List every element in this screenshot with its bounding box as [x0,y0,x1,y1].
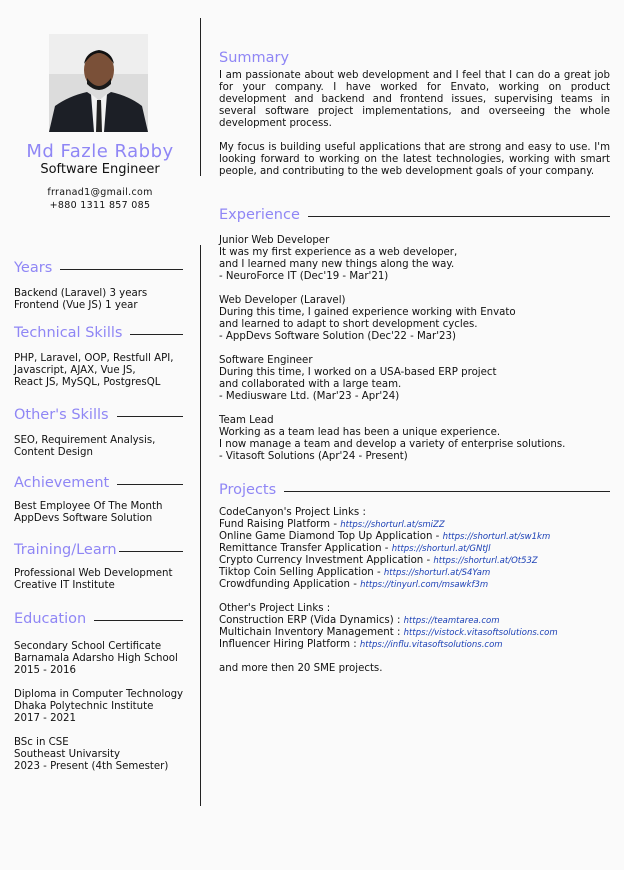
experience-line: It was my first experience as a web developer, [219,247,458,258]
experience-item [219,355,610,403]
separator: - [350,579,361,590]
experience-item [219,295,610,343]
project-item [219,639,610,651]
technical-skills-list: PHP, Laravel, OOP, Restfull API, Javascript, AJAX, Vue JS, React JS, MySQL, PostgresQL [14,353,174,388]
email: frranad1@gmail.com [47,187,153,198]
education-item: Secondary School Certificate Barnamala Adarsho High School 2015 - 2016 [14,641,178,676]
project-link[interactable]: https://shorturl.at/smiZZ [340,520,445,530]
project-link[interactable]: https://tinyurl.com/msawkf3m [360,580,489,590]
achievement-heading: Achievement [14,475,183,491]
project-name: Construction ERP (Vida Dynamics) [219,615,394,626]
summary-paragraph: My focus is building useful applications that are strong and easy to use. I'm looking forward to working on the latest technologies, working with smart people, and contributing to the web development goals of your company. [219,142,610,177]
technical-skills-heading: Technical Skills [14,325,183,341]
education-item: BSc in CSE Southeast Univarsity 2023 - Present (4th Semester) [14,737,169,772]
contact-info [0,186,200,212]
job-title: Junior Web Developer [219,235,330,246]
project-link[interactable]: https://vistock.vitasoftsolutions.com [403,628,558,638]
separator: - [423,555,434,566]
project-name: Online Game Diamond Top Up Application [219,531,433,542]
project-link[interactable]: https://shorturl.at/sw1km [442,532,551,542]
achievement-list: Best Employee Of The Month AppDevs Software Solution [14,501,163,524]
experience-item [219,415,610,463]
separator: - [373,567,384,578]
experience-line: During this time, I worked on a USA-based ERP project [219,367,497,378]
separator: : [350,639,360,650]
years-heading: Years [14,260,183,276]
job-title: Team Lead [219,415,274,426]
training-list: Professional Web Development Creative IT Institute [14,568,173,591]
separator: : [393,627,404,638]
project-link[interactable]: https://influ.vitasoftsolutions.com [359,640,503,650]
project-name: Remittance Transfer Application [219,543,382,554]
codecanyon-label: CodeCanyon's Project Links : [219,507,366,518]
project-name: Multichain Inventory Management [219,627,394,638]
divider-top [200,18,201,176]
experience-item [219,235,610,283]
summary-section [219,50,610,178]
training-heading: Training/Learn [14,542,183,558]
profile-title: Software Engineer [40,162,160,177]
separator: - [432,531,443,542]
profile-photo [49,34,148,132]
separator: - [381,543,392,554]
projects-footer: and more then 20 SME projects. [219,663,383,674]
project-name: Crowdfunding Application [219,579,350,590]
experience-line: - AppDevs Software Solution (Dec'22 - Mar'23) [219,331,456,342]
project-link[interactable]: https://shorturl.at/GNtJl [391,544,491,554]
separator: : [393,615,404,626]
summary-heading: Summary [219,50,290,66]
others-skills-list: SEO, Requirement Analysis, Content Design [14,435,156,458]
education-item: Diploma in Computer Technology Dhaka Polytechnic Institute 2017 - 2021 [14,689,184,724]
project-name: Influencer Hiring Platform [219,639,350,650]
experience-heading: Experience [219,207,610,223]
experience-line: and I learned many new things along the way. [219,259,455,270]
experience-section [219,207,610,475]
profile-name: Md Fazle Rabby [26,141,174,162]
others-skills-heading: Other's Skills [14,407,183,423]
education-heading: Education [14,611,183,627]
project-item [219,519,610,531]
project-item [219,531,610,543]
experience-line: and collaborated with a large team. [219,379,402,390]
divider-bottom [200,245,201,806]
project-item [219,627,610,639]
project-item [219,615,610,627]
project-link[interactable]: https://shorturl.at/S4Yam [383,568,491,578]
others-label: Other's Project Links : [219,603,331,614]
experience-line: Working as a team lead has been a unique experience. [219,427,501,438]
project-name: Crypto Currency Investment Application [219,555,424,566]
experience-line: During this time, I gained experience working with Envato [219,307,516,318]
project-item [219,579,610,591]
projects-heading: Projects [219,482,610,498]
separator: - [330,519,341,530]
project-link[interactable]: https://shorturl.at/Ot53Z [433,556,538,566]
job-title: Web Developer (Laravel) [219,295,346,306]
project-name: Tiktop Coin Selling Application [219,567,374,578]
experience-line: - NeuroForce IT (Dec'19 - Mar'21) [219,271,389,282]
experience-line: I now manage a team and develop a variety of enterprise solutions. [219,439,566,450]
project-item [219,543,610,555]
experience-line: - Vitasoft Solutions (Apr'24 - Present) [219,451,408,462]
project-link[interactable]: https://teamtarea.com [403,616,500,626]
summary-paragraph: I am passionate about web development and I feel that I can do a great job for your company. I have worked for Envato, working on product development and backend and frontend issues, supervising teams in several software project implementations, and overseeing the whole development process. [219,70,610,129]
project-item [219,567,610,579]
phone: +880 1311 857 085 [49,200,151,211]
projects-section [219,482,610,675]
years-list: Backend (Laravel) 3 years Frontend (Vue JS) 1 year [14,288,148,311]
job-title: Software Engineer [219,355,313,366]
project-name: Fund Raising Platform [219,519,331,530]
experience-line: and learned to adapt to short development cycles. [219,319,478,330]
project-item [219,555,610,567]
experience-line: - Mediusware Ltd. (Mar'23 - Apr'24) [219,391,400,402]
